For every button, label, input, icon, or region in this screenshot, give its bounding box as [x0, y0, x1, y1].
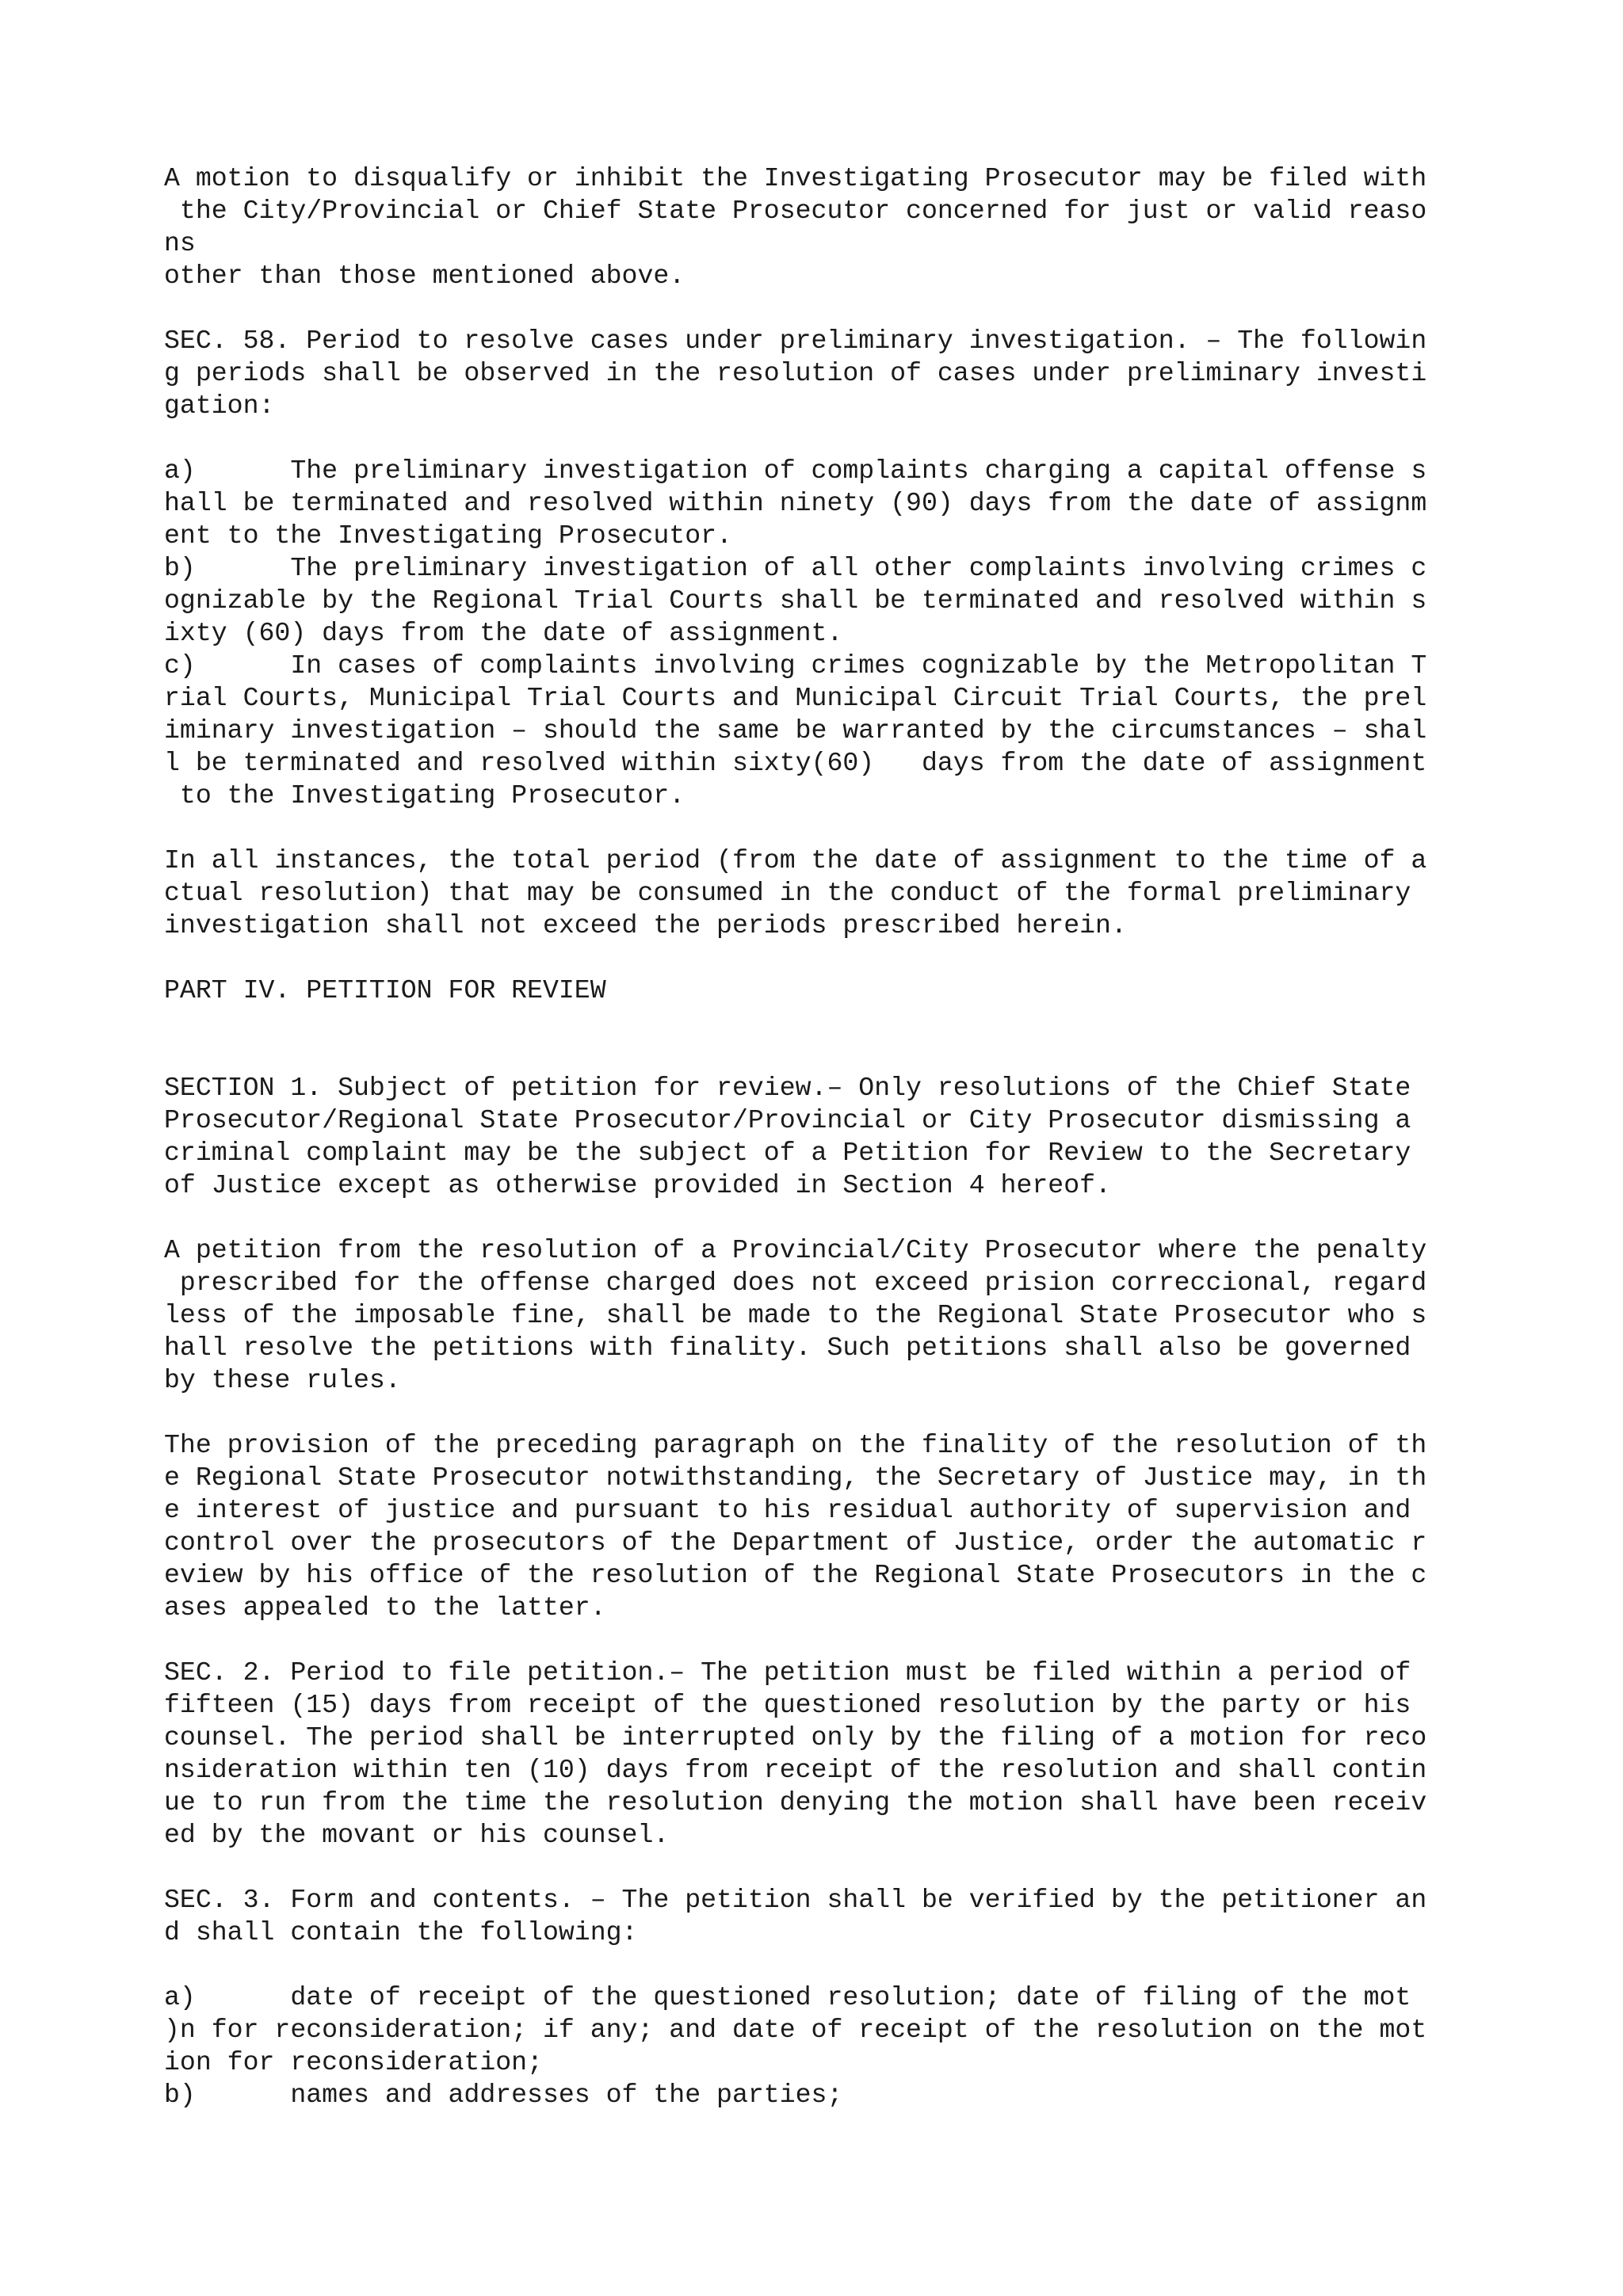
document-body-text: A motion to disqualify or inhibit the Investigating Prosecutor may be filed with the City/Provincial or Chief State Prosecutor concerned for just or valid reaso ns other than those mentioned above. SEC. 58. Period to resolve cases under preliminary investigation. – The followin g periods shall be observed in the resolution of cases under preliminary investi gation: a) The preliminary investigation of complaints charging a capital offense s hall be terminated and resolved within ninety (90) days from the date of assignm ent to the Investigating Prosecutor. b) The preliminary investigation of all other complaints involving crimes c ognizable by the Regional Trial Courts shall be terminated and resolved within s ixty (60) days from the date of assignment. c) In cases of complaints involving crimes cognizable by the Metropolitan T rial Courts, Municipal Trial Courts and Municipal Circuit Trial Courts, the prel iminary investigation – should the same be warranted by the circumstances – shal l be terminated and resolved within sixty(60) days from the date of assignment to the Investigating Prosecutor. In all instances, the total period (from the date of assignment to the time of a ctual resolution) that may be consumed in the conduct of the formal preliminary investigation shall not exceed the periods prescribed herein. PART IV. PETITION FOR REVIEW SECTION 1. Subject of petition for review.– Only resolutions of the Chief State Prosecutor/Regional State Prosecutor/Provincial or City Prosecutor dismissing a criminal complaint may be the subject of a Petition for Review to the Secretary of Justice except as otherwise provided in Section 4 hereof. A petition from the resolution of a Provincial/City Prosecutor where the penalty prescribed for the offense charged does not exceed prision correccional, regard less of the imposable fine, shall be made to the Regional State Prosecutor who s hall resolve the petitions with finality. Such petitions shall also be governed by these rules. The provision of the preceding paragraph on the finality of the resolution of th e Regional State Prosecutor notwithstanding, the Secretary of Justice may, in th e interest of justice and pursuant to his residual authority of supervision and control over the prosecutors of the Department of Justice, order the automatic r eview by his office of the resolution of the Regional State Prosecutors in the c ases appealed to the latter. SEC. 2. Period to file petition.– The petition must be filed within a period of fifteen (15) days from receipt of the questioned resolution by the party or his counsel. The period shall be interrupted only by the filing of a motion for reco nsideration within ten (10) days from receipt of the resolution and shall contin ue to run from the time the resolution denying the motion shall have been receiv ed by the movant or his counsel. SEC. 3. Form and contents. – The petition shall be verified by the petitioner an d shall contain the following: a) date of receipt of the questioned resolution; date of filing of the mot )n for reconsideration; if any; and date of receipt of the resolution on the mot ion for reconsideration; b) names and addresses of the parties;: [164, 163, 1427, 2110]
